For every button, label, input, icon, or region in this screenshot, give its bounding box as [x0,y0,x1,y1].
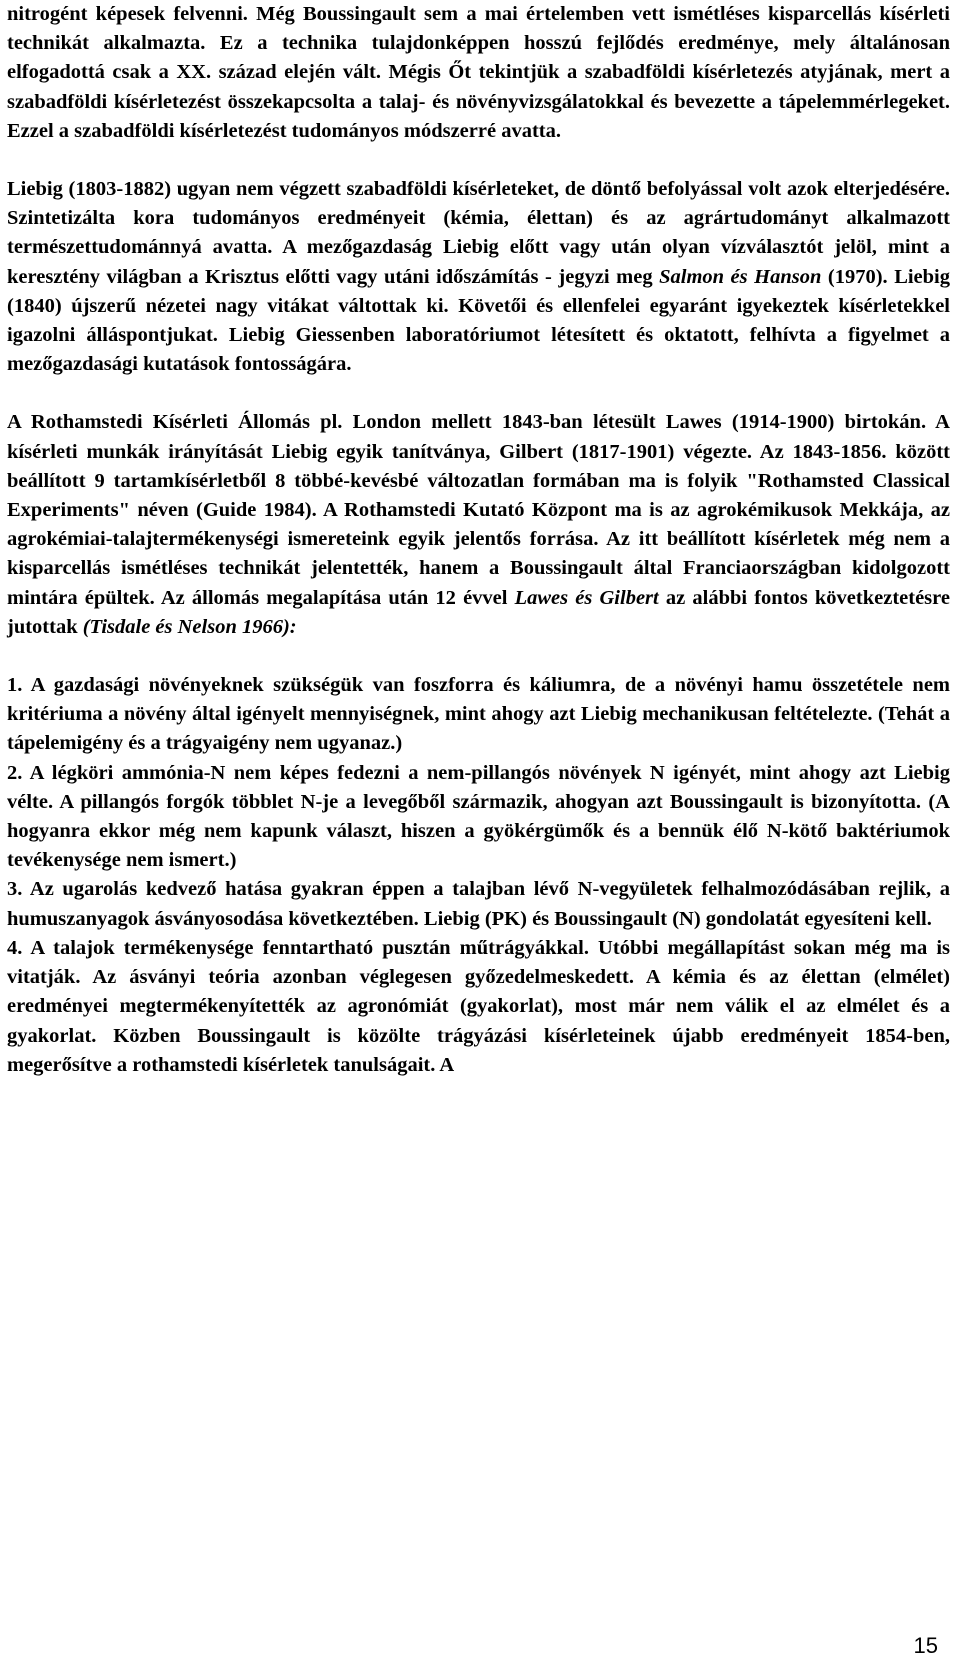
paragraph-rothamsted [7,408,950,642]
citation-lawes-gilbert: Lawes és Gilbert [514,586,659,609]
paragraph-gap [7,146,950,175]
paragraph-boussingault: nitrogént képesek felvenni. Még Boussingault sem a mai értelemben vett ismétléses kisparcellás kísérleti technikát alkalmazta. Ez a technika tulajdonképpen hosszú fejlődés eredménye, mely általánosan elfogadottá csak a XX. század elején vált. Mégis Őt tekintjük a szabadföldi kísérletezés atyjának, mert a szabadföldi kísérletezést összekapcsolta a talaj- és növényvizsgálatokkal és bevezette a tápelemmérlegeket. Ezzel a szabadföldi kísérletezést tudományos módszerré avatta. [7,3,950,142]
page-number: 15 [913,1633,938,1658]
citation-tisdale-nelson: (Tisdale és Nelson 1966): [82,615,297,638]
list-item: 3. Az ugarolás kedvező hatása gyakran éppen a talajban lévő N-vegyületek felhalmozódásában rejlik, a humuszanyagok ásványosodása következtében. Liebig (PK) és Boussingault (N) gondolatát egyesíteni kell. [7,878,950,930]
text-run: Liebig (1803-1882) ugyan nem végzett szabadföldi kísérleteket, de döntő befolyással volt azok elterjedésére. Szintetizálta kora tudományos eredményeit (kémia, élettan) és az agrártudományt alkalmazott természettudománnyá avatta. A mezőgazdaság Liebig előtt vagy után olyan vízválasztót jelöl, mint a keresztény világban a Krisztus előtti vagy utáni időszámítás - jegyzi meg [7,178,950,288]
list-item: 1. A gazdasági növényeknek szükségük van foszforra és káliumra, de a növényi hamu összetétele nem kritériuma a növény által igényelt mennyiségnek, mint ahogy azt Liebig mechanikusan feltételezte. (Tehát a tápelemigény és a trágyaigény nem ugyanaz.) [7,674,950,755]
conclusions-list [7,671,950,1080]
citation-salmon-hanson: Salmon és Hanson [659,265,822,288]
paragraph-gap [7,642,950,671]
list-item: 4. A talajok termékenysége fenntartható pusztán műtrágyákkal. Utóbbi megállapítást sokan még ma is vitatják. Az ásványi teória azonban véglegesen győzedelmeskedett. A kémia és az élettan (elmélet) eredményei megtermékenyítették az agronómiát (gyakorlat), most már nem válik el az elmélet és a gyakorlat. Közben Boussingault is közölte trágyázási kísérleteinek újabb eredményeit 1854-ben, megerősítve a rothamstedi kísérletek tanulságait. A [7,936,950,1076]
paragraph-gap [7,379,950,408]
paragraph-liebig [7,175,950,379]
document-page [7,0,950,1080]
text-run: (1970). Liebig (1840) újszerű nézetei nagy vitákat váltottak ki. Követői és ellenfelei egyaránt igyekeztek kísérletekkel igazolni álláspontjukat. Liebig Giessenben laboratóriumot létesített és oktatott, felhívta a figyelmet a mezőgazdasági kutatások fontosságára. [7,265,951,376]
text-run: az alábbi fontos következtetésre jutottak [7,586,950,638]
list-item: 2. A légköri ammónia-N nem képes fedezni a nem-pillangós növények N igényét, mint ahogy azt Liebig vélte. A pillangós forgók többlet N-je a levegőből származik, ahogyan azt Boussingault is bizonyította. (A hogyanra ekkor még nem kapunk választ, hiszen a gyökérgümők és a bennük élő N-kötő baktériumok tevékenysége nem ismert.) [7,761,950,872]
text-run: A Rothamstedi Kísérleti Állomás pl. London mellett 1843-ban létesült Lawes (1914-1900) birtokán. A kísérleti munkák irányítását Liebig egyik tanítványa, Gilbert (1817-1901) végezte. Az 1843-1856. között beállított 9 tartamkísérletből 8 többé-kevésbé változatlan formában ma is folyik "Rothamsted Classical Experiments" néven (Guide 1984). A Rothamstedi Kutató Központ ma is az agrokémikusok Mekkája, az agrokémiai-talajtermékenységi ismereteink egyik jelentős forrása. Az itt beállított kísérletek még nem a kisparcellás ismétléses technikát jelentették, hanem a Boussingault által Franciaországban kidolgozott mintára épültek. Az állomás megalapítása után 12 évvel [7,411,950,609]
